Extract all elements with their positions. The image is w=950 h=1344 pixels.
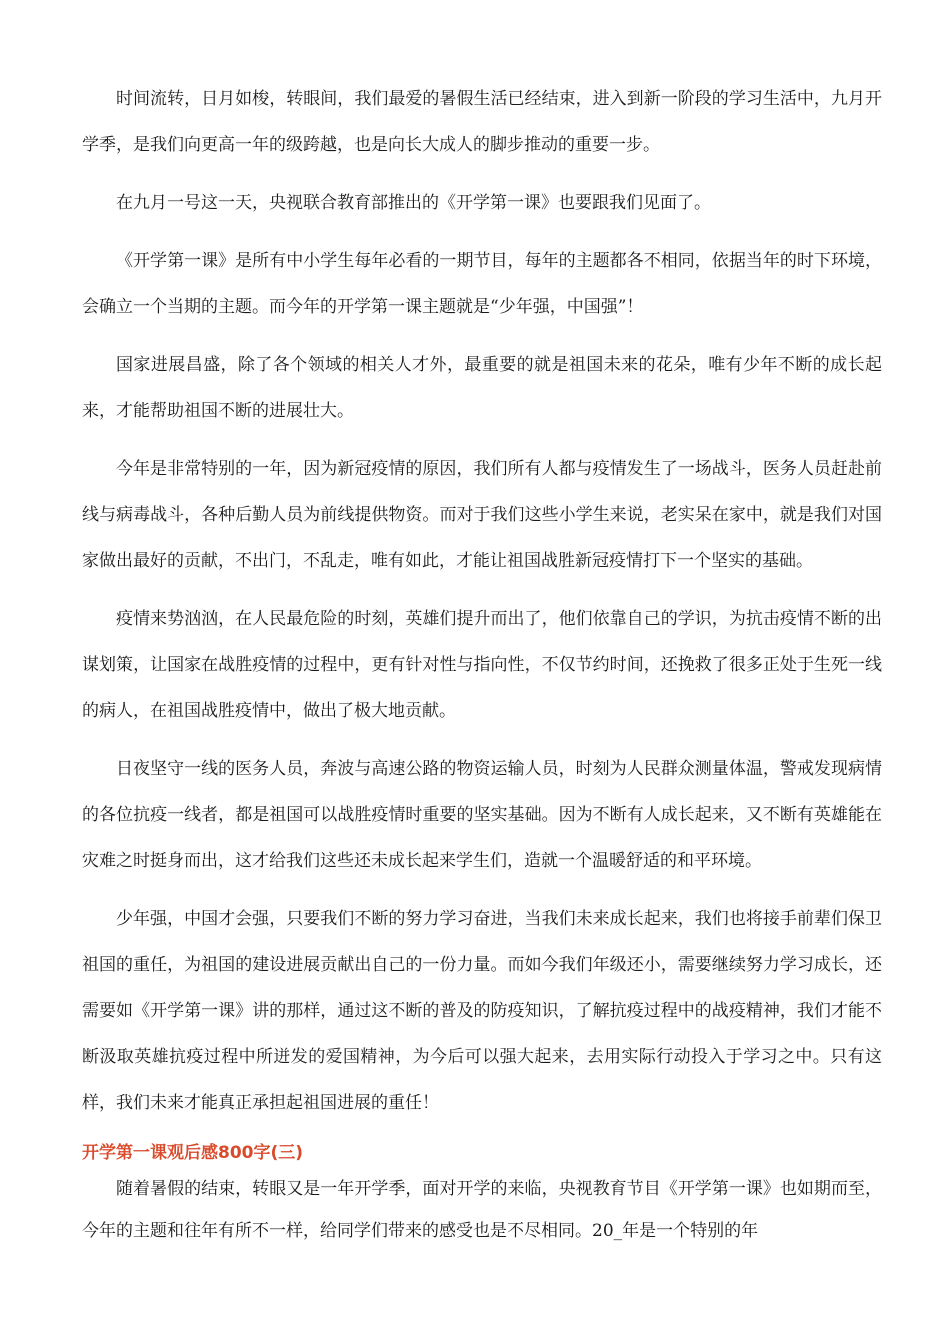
paragraph-9: 随着暑假的结束，转眼又是一年开学季，面对开学的来临，央视教育节目《开学第一课》也如期而至，今年的主题和往年有所不一样，给同学们带来的感受也是不尽相同。20_年是一个特别的年 bbox=[82, 1179, 882, 1241]
paragraph-6: 疫情来势汹汹，在人民最危险的时刻，英雄们提升而出了，他们依靠自己的学识，为抗击疫情不断的出谋划策，让国家在战胜疫情的过程中，更有针对性与指向性，不仅节约时间，还挽救了很多正处于生死一线的病人，在祖国战胜疫情中，做出了极大地贡献。 bbox=[82, 609, 882, 721]
paragraph-8: 少年强，中国才会强，只要我们不断的努力学习奋进，当我们未来成长起来，我们也将接手前辈们保卫祖国的重任，为祖国的建设进展贡献出自己的一份力量。而如今我们年级还小，需要继续努力学习成长，还需要如《开学第一课》讲的那样，通过这不断的普及的防疫知识，了解抗疫过程中的战疫精神，我们才能不断汲取英雄抗疫过程中所迸发的爱国精神，为今后可以强大起来，去用实际行动投入于学习之中。只有这样，我们未来才能真正承担起祖国进展的重任！ bbox=[82, 909, 882, 1113]
paragraph-4: 国家进展昌盛，除了各个领域的相关人才外，最重要的就是祖国未来的花朵，唯有少年不断的成长起来，才能帮助祖国不断的进展壮大。 bbox=[82, 355, 882, 421]
paragraph-1: 时间流转，日月如梭，转眼间，我们最爱的暑假生活已经结束，进入到新一阶段的学习生活中，九月开学季，是我们向更高一年的级跨越，也是向长大成人的脚步推动的重要一步。 bbox=[82, 89, 882, 155]
paragraph-7: 日夜坚守一线的医务人员，奔波与高速公路的物资运输人员，时刻为人民群众测量体温，警戒发现病情的各位抗疫一线者，都是祖国可以战胜疫情时重要的坚实基础。因为不断有人成长起来，又不断有英雄能在灾难之时挺身而出，这才给我们这些还未成长起来学生们，造就一个温暖舒适的和平环境。 bbox=[82, 759, 882, 871]
section-heading: 开学第一课观后感800字(三) bbox=[82, 1143, 304, 1163]
paragraph-5: 今年是非常特别的一年，因为新冠疫情的原因，我们所有人都与疫情发生了一场战斗，医务人员赶赴前线与病毒战斗，各种后勤人员为前线提供物资。而对于我们这些小学生来说，老实呆在家中，就是我们对国家做出最好的贡献，不出门，不乱走，唯有如此，才能让祖国战胜新冠疫情打下一个坚实的基础。 bbox=[82, 459, 882, 571]
paragraph-3: 《开学第一课》是所有中小学生每年必看的一期节目，每年的主题都各不相同，依据当年的时下环境，会确立一个当期的主题。而今年的开学第一课主题就是“少年强，中国强”！ bbox=[82, 251, 882, 317]
paragraph-2: 在九月一号这一天，央视联合教育部推出的《开学第一课》也要跟我们见面了。 bbox=[116, 193, 711, 213]
